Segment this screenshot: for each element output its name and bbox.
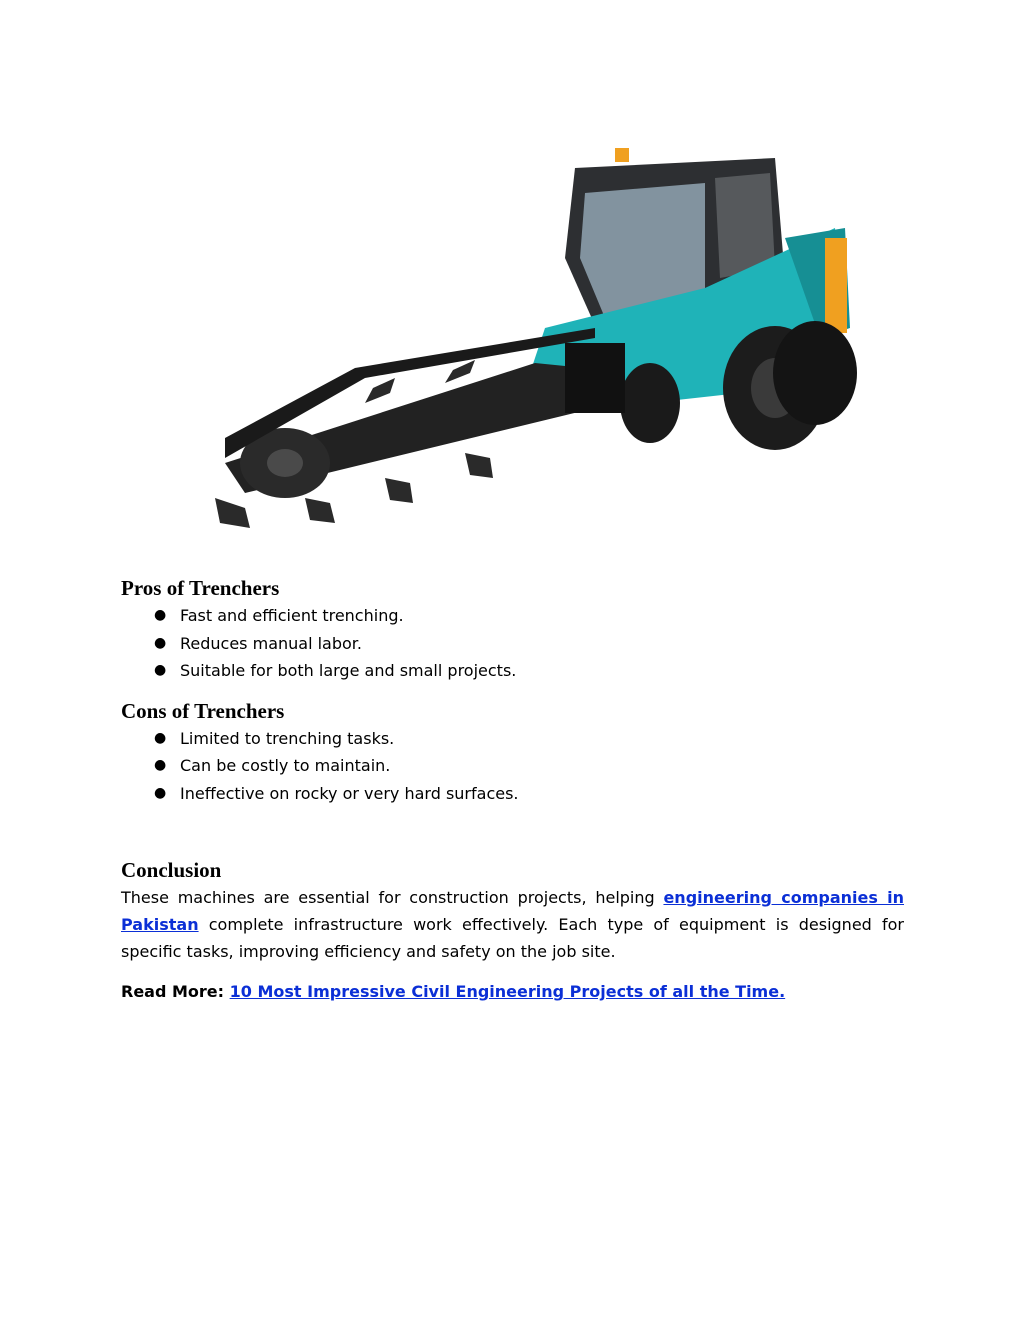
bullet-icon: ● — [154, 784, 167, 801]
bullet-icon: ● — [154, 729, 167, 746]
engineering-companies-link[interactable]: engineering companies in Pakistan — [121, 888, 905, 934]
list-item — [121, 725, 904, 753]
list-item — [121, 752, 904, 780]
cons-list — [121, 725, 904, 808]
bullet-icon: ● — [154, 757, 167, 773]
trencher-machine-image — [185, 138, 865, 548]
read-more-label: Read More: — [121, 982, 225, 1001]
bullet-icon: ● — [154, 634, 167, 651]
conclusion-text-after: complete infrastructure work effectively. Each type of equipment is designed for specific tasks, improving efficiency and safety on the job site. — [121, 915, 904, 961]
list-item — [121, 657, 904, 685]
list-item-text: Ineffective on rocky or very hard surfaces. — [180, 783, 519, 803]
conclusion-section — [121, 856, 904, 1005]
list-item — [121, 780, 904, 808]
list-item-text: Fast and efficient trenching. — [180, 606, 404, 625]
pros-heading: Pros of Trenchers — [121, 576, 280, 600]
conclusion-heading: Conclusion — [121, 858, 222, 882]
list-item — [121, 602, 904, 630]
pros-list — [121, 602, 904, 685]
list-item-text: Can be costly to maintain. — [180, 756, 391, 775]
list-item-text: Suitable for both large and small projects. — [180, 661, 517, 680]
read-more-link[interactable]: 10 Most Impressive Civil Engineering Projects of all the Time. — [229, 982, 786, 1001]
list-item — [121, 630, 904, 658]
conclusion-paragraph — [121, 884, 904, 965]
bullet-icon: ● — [154, 662, 167, 678]
pros-section — [121, 574, 904, 685]
document-content — [121, 574, 904, 1005]
list-item-text: Limited to trenching tasks. — [180, 728, 395, 748]
cons-heading: Cons of Trenchers — [121, 698, 285, 723]
conclusion-text-before: These machines are essential for construction projects, helping — [121, 888, 664, 907]
cons-section — [121, 697, 904, 808]
list-item-text: Reduces manual labor. — [180, 633, 362, 653]
bullet-icon: ● — [154, 607, 167, 623]
read-more-line — [121, 978, 904, 1005]
